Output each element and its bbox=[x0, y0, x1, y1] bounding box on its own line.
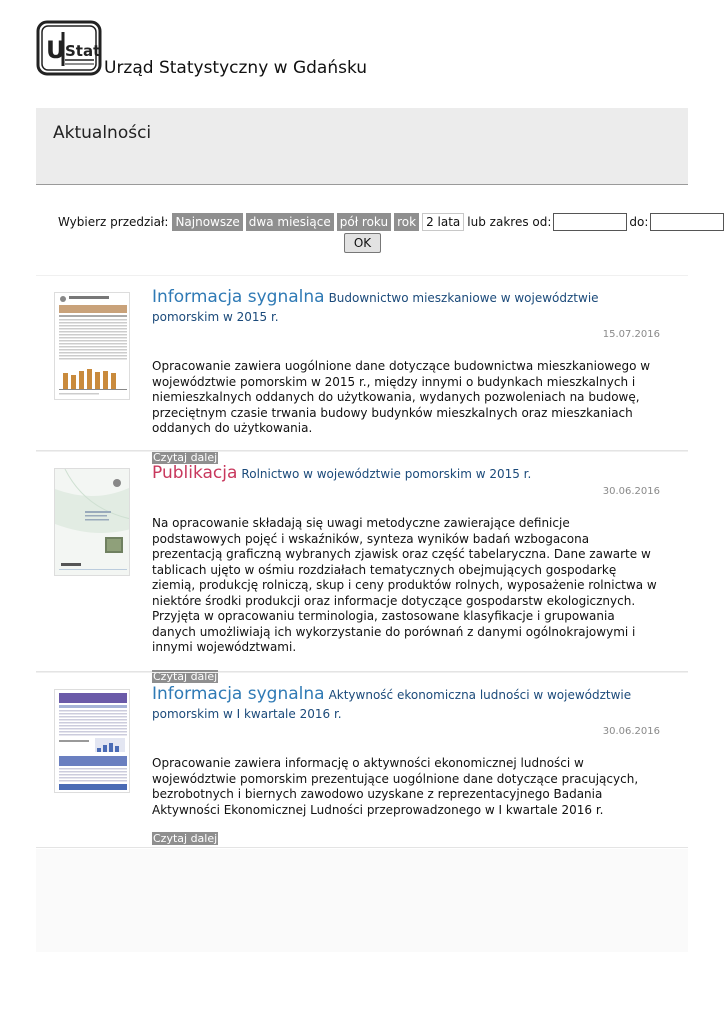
ustat-logo[interactable] bbox=[36, 20, 102, 76]
news-title-line bbox=[152, 288, 660, 327]
from-label: lub zakres od: bbox=[467, 215, 552, 229]
date-to-input[interactable] bbox=[650, 213, 724, 231]
news-title-link[interactable]: Aktywność ekonomiczna ludności w województwie pomorskim w I kwartale 2016 r. bbox=[152, 688, 632, 721]
news-description: Opracowanie zawiera informację o aktywności ekonomicznej ludności w województwie pomorskim prezentujące uogólnione dane dotyczące pracujących, bezrobotnych i biernych zawodowo uzyskane z reprezentacyjnego Badania Aktywności Ekonomicznej Ludności przeprowadzonego w I kwartale 2016 r. bbox=[152, 756, 639, 817]
range-year[interactable]: rok bbox=[394, 213, 419, 231]
read-more-button[interactable]: Czytaj dalej bbox=[153, 450, 218, 464]
news-item bbox=[36, 451, 688, 683]
news-list bbox=[36, 275, 688, 848]
news-description: Na opracowanie składają się uwagi metodyczne zawierające definicje podstawowych pojęć i wskaźników, synteza wyników badań wzbogacona prezentacją graficzną wybranych zjawisk oraz część tabelaryczna. Dane zawarte w tablicach ujęto w ośmiu rozdziałach tematycznych obejmujących gospodarkę ziemią, produkcję rolniczą, skup i ceny produktów rolnych, wyposażenie rolnictwa w niektóre środki produkcji oraz informacje dotyczące gospodarstw ekologicznych. Przyjęta w opracowaniu terminologia, zastosowane klasyfikacje i grupowania danych umożliwiają ich wykorzystanie do porównań z danymi ogólnokrajowymi i innymi województwami. bbox=[152, 516, 657, 654]
publication-thumbnail[interactable] bbox=[54, 689, 130, 793]
section-header bbox=[36, 108, 688, 185]
news-title-line bbox=[152, 685, 660, 724]
news-title-link[interactable]: Rolnictwo w województwie pomorskim w 2015 r. bbox=[241, 467, 532, 481]
news-item bbox=[36, 669, 688, 848]
news-content bbox=[152, 464, 660, 684]
range-half-year[interactable]: pół roku bbox=[337, 213, 391, 231]
svg-text:Stat: Stat bbox=[65, 42, 101, 60]
date-from-input[interactable] bbox=[553, 213, 627, 231]
ok-button[interactable]: OK bbox=[344, 233, 381, 253]
news-kind: Publikacja bbox=[152, 463, 238, 483]
svg-text:U: U bbox=[46, 36, 66, 64]
news-item bbox=[36, 275, 688, 464]
news-description: Opracowanie zawiera uogólnione dane dotyczące budownictwa mieszkaniowego w województwie pomorskim w 2015 r., między innymi o budynkach mieszkalnych i niemieszkalnych oddanych do użytkowania, wydanych pozwoleniach na budowę, przeciętnym czasie trwania budowy budynków mieszkalnych oraz mieszkaniach oddanych do użytkowania. bbox=[152, 359, 651, 435]
range-newest[interactable]: Najnowsze bbox=[172, 213, 242, 231]
range-two-years[interactable]: 2 lata bbox=[422, 213, 464, 231]
publication-thumbnail[interactable] bbox=[54, 468, 130, 576]
news-title-line bbox=[152, 464, 660, 484]
news-kind: Informacja sygnalna bbox=[152, 684, 325, 704]
footer-area bbox=[36, 849, 688, 952]
range-two-months[interactable]: dwa miesiące bbox=[246, 213, 334, 231]
news-date: 30.06.2016 bbox=[602, 486, 660, 497]
publication-thumbnail[interactable] bbox=[54, 292, 130, 400]
site-title[interactable]: Urząd Statystyczny w Gdańsku bbox=[104, 58, 368, 78]
news-content bbox=[152, 288, 660, 465]
news-kind: Informacja sygnalna bbox=[152, 287, 325, 307]
page-title: Aktualności bbox=[53, 123, 152, 143]
news-date: 30.06.2016 bbox=[602, 726, 660, 737]
read-more-button[interactable]: Czytaj dalej bbox=[153, 832, 218, 845]
news-date: 15.07.2016 bbox=[602, 329, 660, 340]
to-label: do: bbox=[629, 215, 649, 229]
news-content bbox=[152, 685, 660, 846]
date-range-filter bbox=[58, 212, 725, 232]
read-more-button[interactable]: Czytaj dalej bbox=[153, 669, 218, 683]
news-title-link[interactable]: Budownictwo mieszkaniowe w województwie pomorskim w 2015 r. bbox=[152, 291, 599, 324]
filter-label: Wybierz przedział: bbox=[58, 215, 169, 229]
